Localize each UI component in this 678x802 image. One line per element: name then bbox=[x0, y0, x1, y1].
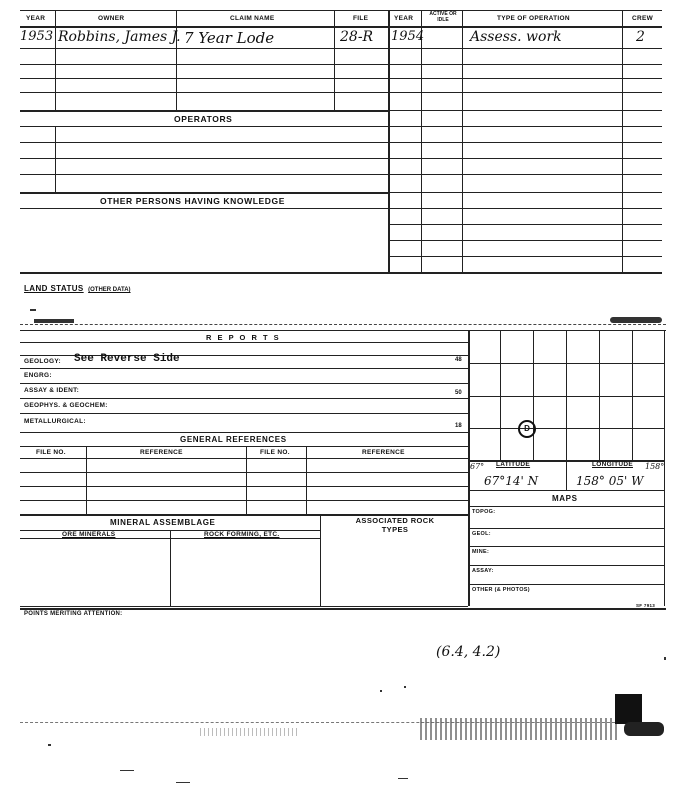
maps-mine: MINE: bbox=[472, 549, 490, 555]
header-year: YEAR bbox=[26, 15, 46, 22]
ref-file-no-2: FILE NO. bbox=[260, 449, 290, 456]
row-crew: 2 bbox=[636, 29, 645, 45]
latitude-value: 67°14' N bbox=[484, 474, 539, 488]
row-year: 1953 bbox=[20, 29, 54, 44]
ref-reference: REFERENCE bbox=[140, 449, 183, 456]
geology-label: GEOLOGY: bbox=[24, 358, 61, 365]
num-assay: 50 bbox=[455, 390, 462, 396]
land-status-label: LAND STATUS bbox=[24, 284, 84, 293]
mineral-assemblage-heading: MINERAL ASSEMBLAGE bbox=[110, 518, 216, 527]
ore-minerals-header: ORE MINERALS bbox=[62, 531, 116, 538]
row-type-of-operation: Assess. work bbox=[470, 29, 562, 45]
maps-other: OTHER (& PHOTOS) bbox=[472, 587, 530, 593]
general-references-heading: GENERAL REFERENCES bbox=[180, 435, 287, 444]
header-file: FILE bbox=[353, 15, 369, 22]
associated-rock-types-heading: ASSOCIATED ROCK TYPES bbox=[355, 516, 435, 534]
header-claim-name: CLAIM NAME bbox=[230, 15, 275, 22]
header-crew: CREW bbox=[632, 15, 654, 22]
land-status-sub: (OTHER DATA) bbox=[88, 287, 131, 293]
reports-heading: R E P O R T S bbox=[206, 333, 281, 342]
longitude-value: 158° 05' W bbox=[576, 474, 644, 488]
maps-geol: GEOL: bbox=[472, 531, 491, 537]
assay-label: ASSAY & IDENT: bbox=[24, 387, 80, 394]
row-file: 28-R bbox=[340, 29, 374, 45]
grid-location-marker: D bbox=[518, 420, 536, 438]
maps-assay: ASSAY: bbox=[472, 568, 494, 574]
longitude-label: LONGITUDE bbox=[592, 461, 633, 468]
engrg-label: ENGRG: bbox=[24, 372, 52, 379]
geophys-label: GEOPHYS. & GEOCHEM: bbox=[24, 402, 108, 409]
header-type-of-operation: TYPE OF OPERATION bbox=[497, 15, 570, 22]
rock-forming-header: ROCK FORMING, ETC. bbox=[204, 531, 280, 538]
row-year-2: 1954 bbox=[391, 29, 425, 44]
ref-reference-2: REFERENCE bbox=[362, 449, 405, 456]
handwritten-note: (6.4, 4.2) bbox=[436, 644, 501, 660]
maps-topog: TOPOG: bbox=[472, 509, 496, 515]
longitude-suffix: 158° bbox=[645, 462, 665, 471]
header-owner: OWNER bbox=[98, 15, 125, 22]
geology-value: See Reverse Side bbox=[74, 353, 180, 365]
num-metallurgical: 18 bbox=[455, 423, 462, 429]
header-active-or-idle: ACTIVE OR IDLE bbox=[429, 11, 457, 23]
points-meriting-label: POINTS MERITING ATTENTION: bbox=[24, 611, 123, 617]
maps-heading: MAPS bbox=[552, 494, 578, 503]
num-geology: 48 bbox=[455, 357, 462, 363]
row-claim-name: 7 Year Lode bbox=[184, 29, 275, 47]
latitude-prefix: 67° bbox=[470, 462, 485, 471]
form-number: SF 7913 bbox=[636, 603, 656, 608]
metallurgical-label: METALLURGICAL: bbox=[24, 418, 86, 425]
row-owner: Robbins, James J. bbox=[58, 29, 181, 45]
header-year-2: YEAR bbox=[394, 15, 414, 22]
latitude-label: LATITUDE bbox=[496, 461, 531, 468]
other-persons-heading: OTHER PERSONS HAVING KNOWLEDGE bbox=[100, 196, 286, 206]
ref-file-no: FILE NO. bbox=[36, 449, 66, 456]
operators-heading: OPERATORS bbox=[174, 114, 233, 124]
land-status bbox=[24, 278, 131, 296]
